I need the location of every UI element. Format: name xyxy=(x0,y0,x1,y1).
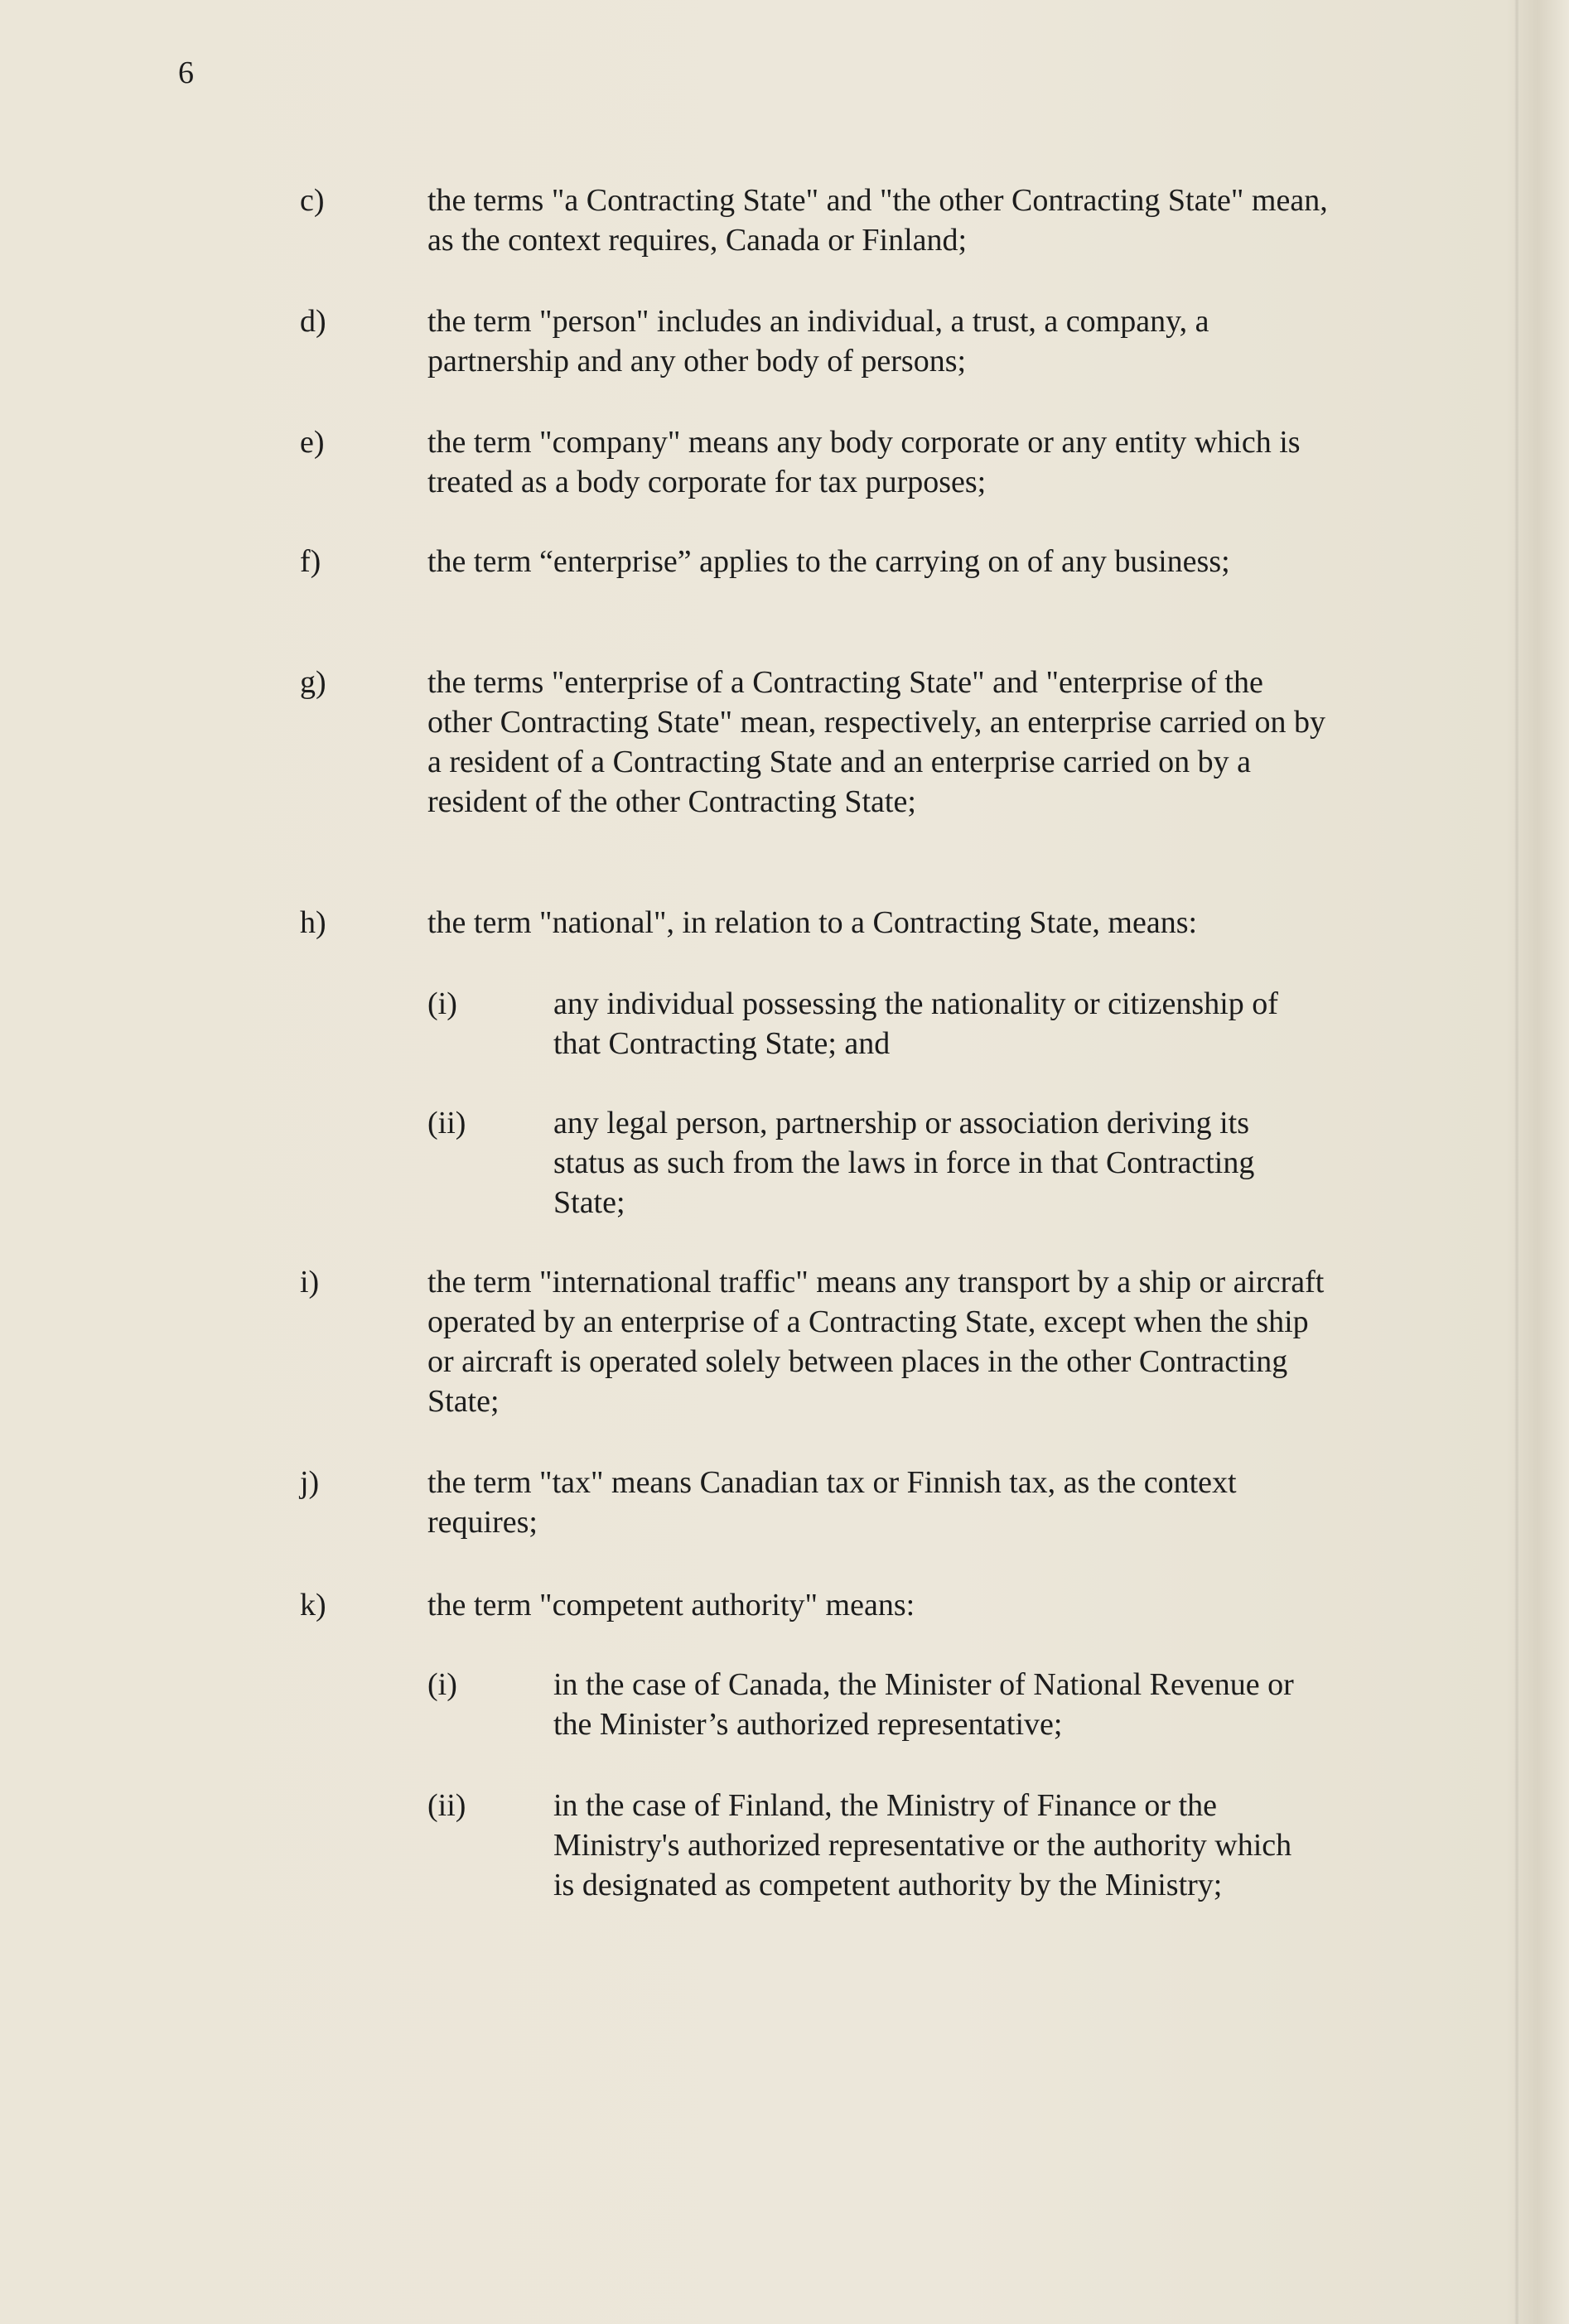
definition-label: e) xyxy=(300,425,325,460)
definition-label: h) xyxy=(300,905,326,940)
definition-label: d) xyxy=(300,304,326,339)
definition-text: the term "person" includes an individual, a trust, a company, a partnership and any other body of persons; xyxy=(427,304,1209,378)
subitem-text: any individual possessing the nationality or citizenship of that Contracting State; and xyxy=(553,986,1278,1061)
definition-text: the term "company" means any body corporate or any entity which is treated as a body corporate for tax purposes; xyxy=(427,425,1301,499)
definition-label: j) xyxy=(300,1465,320,1500)
subitem-label: (i) xyxy=(427,1667,457,1702)
definition-text: the terms "a Contracting State" and "the other Contracting State" mean, as the context requires, Canada or Finland; xyxy=(427,183,1328,258)
page-number: 6 xyxy=(178,55,194,90)
definition-text: the terms "enterprise of a Contracting State" and "enterprise of the other Contracting State" mean, respectively, an enterprise carried on by a resident of a Contracting State and an enterprise carried on by a resident of the other Contracting State; xyxy=(427,665,1326,819)
subitem-text: in the case of Canada, the Minister of National Revenue or the Minister’s authorized representative; xyxy=(553,1667,1294,1742)
definition-label: k) xyxy=(300,1588,326,1622)
definition-text: the term "national", in relation to a Contracting State, means: xyxy=(427,905,1198,940)
definition-label: i) xyxy=(300,1265,320,1299)
definition-label: c) xyxy=(300,183,325,218)
subitem-text: any legal person, partnership or association deriving its status as such from the laws in force in that Contracting State; xyxy=(553,1106,1255,1220)
definition-label: f) xyxy=(300,544,321,579)
definition-label: g) xyxy=(300,665,326,700)
subitem-text: in the case of Finland, the Ministry of Finance or the Ministry's authorized representative or the authority which is designated as competent authority by the Ministry; xyxy=(553,1788,1292,1902)
definition-text: the term "tax" means Canadian tax or Finnish tax, as the context requires; xyxy=(427,1465,1237,1540)
page-binding-edge xyxy=(1514,0,1519,2324)
subitem-label: (ii) xyxy=(427,1106,466,1140)
definition-text: the term "international traffic" means any transport by a ship or aircraft operated by an enterprise of a Contracting State, except when the ship or aircraft is operated solely between places in the other Contracting State; xyxy=(427,1265,1325,1419)
subitem-label: (i) xyxy=(427,986,457,1021)
subitem-label: (ii) xyxy=(427,1788,466,1823)
definition-text: the term "competent authority" means: xyxy=(427,1588,915,1622)
definition-text: the term “enterprise” applies to the carrying on of any business; xyxy=(427,544,1230,579)
